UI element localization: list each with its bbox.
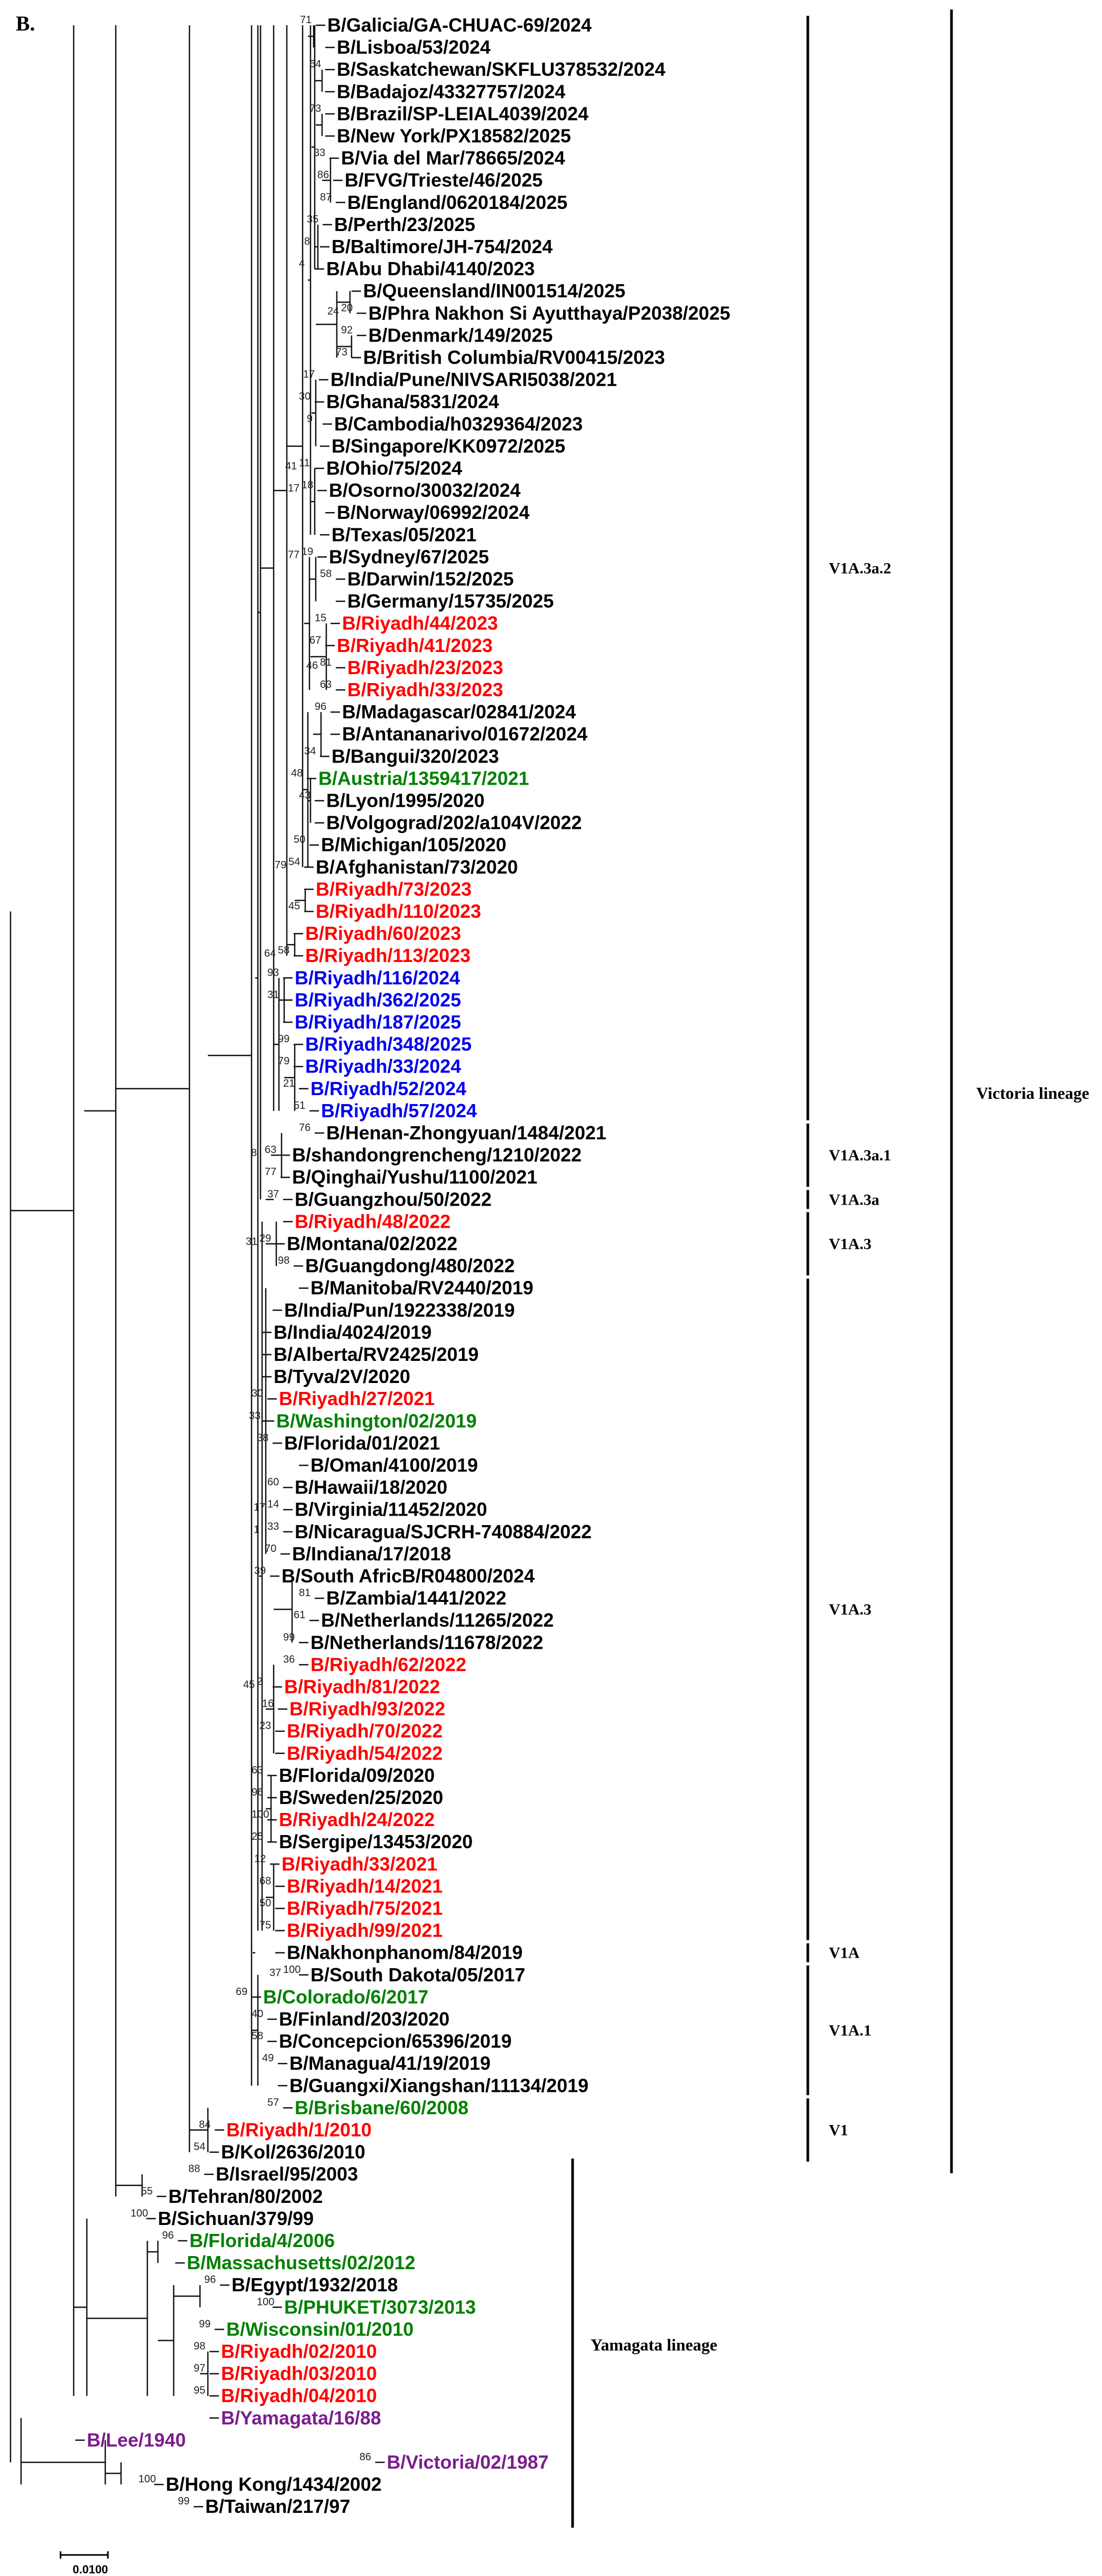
- bootstrap-value: 54: [194, 2141, 206, 2153]
- bootstrap-value: 97: [194, 2362, 206, 2374]
- bootstrap-value: 34: [304, 745, 316, 757]
- bootstrap-value: 30: [299, 390, 311, 403]
- tip-label-b-riyadh-348-2025: B/Riyadh/348/2025: [305, 1033, 472, 1055]
- tip-label-b-riyadh-113-2023: B/Riyadh/113/2023: [305, 945, 471, 967]
- clade-label-v1a-3: V1A.3: [829, 1601, 871, 1619]
- tip-label-b-perth-23-2025: B/Perth/23/2025: [334, 213, 476, 235]
- tip-label-b-phuket-3073-2013: B/PHUKET/3073/2013: [284, 2296, 476, 2318]
- tip-label-b-florida-4-2006: B/Florida/4/2006: [189, 2230, 335, 2251]
- tip-label-b-riyadh-187-2025: B/Riyadh/187/2025: [295, 1011, 462, 1033]
- bootstrap-value: 92: [341, 324, 353, 336]
- bootstrap-value: 96: [162, 2230, 174, 2241]
- bootstrap-value: 45: [288, 900, 300, 912]
- tip-label-b-lyon-1995-2020: B/Lyon/1995/2020: [326, 789, 485, 811]
- tip-label-b-virginia-11452-2020: B/Virginia/11452/2020: [295, 1498, 487, 1520]
- tip-label-b-badajoz-43327757-2024: B/Badajoz/43327757/2024: [337, 81, 566, 103]
- bootstrap-value: 37: [267, 1188, 279, 1200]
- tip-label-b-riyadh-14-2021: B/Riyadh/14/2021: [287, 1875, 443, 1897]
- bootstrap-value: 33: [249, 1410, 261, 1422]
- tip-label-b-singapore-kk0972-2025: B/Singapore/KK0972/2025: [332, 435, 566, 457]
- bootstrap-value: 25: [252, 1831, 264, 1843]
- clade-label-v1a-1: V1A.1: [829, 2022, 871, 2040]
- tip-label-b-nicaragua-sjcrh-740884-2022: B/Nicaragua/SJCRH-740884/2022: [295, 1520, 592, 1542]
- bootstrap-value: 96: [204, 2274, 216, 2286]
- tip-label-b-afghanistan-73-2020: B/Afghanistan/73/2020: [316, 856, 518, 878]
- tip-label-b-galicia-ga-chuac-69-2024: B/Galicia/GA-CHUAC-69/2024: [327, 14, 592, 36]
- tip-label-b-riyadh-02-2010: B/Riyadh/02/2010: [221, 2340, 377, 2362]
- bootstrap-value: 96: [252, 1787, 264, 1798]
- tip-label-b-abu-dhabi-4140-2023: B/Abu Dhabi/4140/2023: [326, 258, 535, 280]
- bootstrap-value: 14: [267, 1498, 279, 1510]
- bootstrap-value: 17: [288, 483, 300, 495]
- tip-label-b-british-columbia-rv00415-2023: B/British Columbia/RV00415/2023: [363, 346, 665, 368]
- bootstrap-value: 99: [199, 2318, 211, 2330]
- tip-label-b-antananarivo-01672-2024: B/Antananarivo/01672/2024: [342, 723, 588, 745]
- lineage-label-victoria-lineage: Victoria lineage: [976, 1083, 1089, 1102]
- bootstrap-value: 41: [285, 460, 297, 472]
- tip-label-b-riyadh-70-2022: B/Riyadh/70/2022: [287, 1720, 443, 1742]
- tip-label-b-riyadh-62-2022: B/Riyadh/62/2022: [310, 1653, 467, 1676]
- tip-label-b-riyadh-75-2021: B/Riyadh/75/2021: [287, 1897, 443, 1919]
- tip-label-b-riyadh-03-2010: B/Riyadh/03/2010: [221, 2362, 377, 2384]
- bootstrap-value: 54: [288, 856, 300, 868]
- tip-label-b-riyadh-41-2023: B/Riyadh/41/2023: [337, 634, 493, 656]
- bootstrap-value: 8: [304, 236, 310, 247]
- tip-label-b-guangdong-480-2022: B/Guangdong/480/2022: [305, 1255, 515, 1277]
- lineage-label-yamagata-lineage: Yamagata lineage: [590, 2335, 717, 2354]
- bootstrap-value: 20: [341, 302, 353, 314]
- bootstrap-value: 58: [252, 2030, 264, 2042]
- tip-label-b-washington-02-2019: B/Washington/02/2019: [276, 1410, 477, 1432]
- bootstrap-value: 73: [336, 346, 348, 358]
- tip-label-b-riyadh-110-2023: B/Riyadh/110/2023: [316, 900, 482, 922]
- tip-label-b-norway-06992-2024: B/Norway/06992/2024: [337, 502, 530, 524]
- bootstrap-value: 15: [315, 612, 327, 624]
- tip-label-b-sydney-67-2025: B/Sydney/67/2025: [329, 546, 489, 568]
- tip-label-b-egypt-1932-2018: B/Egypt/1932/2018: [232, 2274, 398, 2296]
- bootstrap-value: 99: [178, 2495, 190, 2508]
- tip-label-b-israel-95-2003: B/Israel/95/2003: [216, 2163, 358, 2185]
- tip-label-b-sichuan-379-99: B/Sichuan/379/99: [158, 2207, 314, 2229]
- tip-label-b-riyadh-52-2024: B/Riyadh/52/2024: [310, 1077, 467, 1099]
- bootstrap-value: 49: [262, 2052, 274, 2064]
- tip-label-b-taiwan-217-97: B/Taiwan/217/97: [205, 2495, 350, 2518]
- bootstrap-value: 19: [302, 546, 314, 558]
- clade-label-v1a-3a-1: V1A.3a.1: [829, 1147, 891, 1165]
- tip-label-b-montana-02-2022: B/Montana/02/2022: [287, 1232, 458, 1255]
- tip-label-b-zambia-1441-2022: B/Zambia/1441/2022: [326, 1587, 507, 1609]
- bootstrap-value: 51: [294, 1099, 306, 1111]
- bootstrap-value: 79: [275, 859, 287, 871]
- tip-label-b-riyadh-33-2023: B/Riyadh/33/2023: [347, 679, 504, 700]
- bootstrap-value: 57: [267, 2097, 279, 2109]
- tip-label-b-alberta-rv2425-2019: B/Alberta/RV2425/2019: [274, 1344, 479, 1365]
- tip-label-b-baltimore-jh-754-2024: B/Baltimore/JH-754/2024: [332, 236, 553, 257]
- tip-label-b-riyadh-04-2010: B/Riyadh/04/2010: [221, 2384, 377, 2407]
- tip-label-b-florida-09-2020: B/Florida/09/2020: [279, 1764, 435, 1786]
- bootstrap-value: 31: [267, 989, 279, 1001]
- tip-label-b-lisboa-53-2024: B/Lisboa/53/2024: [337, 36, 491, 58]
- bootstrap-value: 93: [267, 967, 279, 979]
- bootstrap-value: 99: [283, 1631, 295, 1643]
- bootstrap-value: 63: [265, 1144, 277, 1156]
- bootstrap-value: 43: [299, 789, 311, 801]
- bootstrap-value: 63: [320, 679, 332, 690]
- bootstrap-value: 69: [236, 1986, 248, 1998]
- bootstrap-value: 29: [259, 1232, 272, 1245]
- scale-bar: [61, 2551, 108, 2576]
- bootstrap-value: 50: [294, 834, 306, 846]
- tip-label-b-india-4024-2019: B/India/4024/2019: [274, 1321, 432, 1343]
- bootstrap-value: 86: [359, 2451, 372, 2463]
- bootstrap-value: 73: [309, 103, 322, 115]
- tip-label-b-riyadh-27-2021: B/Riyadh/27/2021: [279, 1388, 435, 1410]
- bootstrap-value: 64: [264, 948, 276, 960]
- tip-label-b-brisbane-60-2008: B/Brisbane/60/2008: [295, 2097, 469, 2119]
- clade-label-v1a-3a: V1A.3a: [829, 1191, 879, 1209]
- bootstrap-value: 88: [188, 2163, 201, 2175]
- bootstrap-value: 75: [259, 1919, 272, 1931]
- bootstrap-value: 67: [309, 634, 322, 646]
- bootstrap-value: 71: [300, 14, 312, 26]
- bootstrap-value: 58: [278, 945, 290, 957]
- tip-label-b-concepcion-65396-2019: B/Concepcion/65396/2019: [279, 2030, 512, 2052]
- bootstrap-value: 77: [288, 549, 300, 561]
- tip-label-b-riyadh-362-2025: B/Riyadh/362/2025: [295, 989, 462, 1011]
- bootstrap-value: 87: [320, 191, 332, 203]
- tip-label-b-lee-1940: B/Lee/1940: [87, 2429, 186, 2451]
- tip-label-b-sweden-25-2020: B/Sweden/25/2020: [279, 1787, 444, 1808]
- bootstrap-value: 76: [299, 1122, 311, 1134]
- clade-label-v1: V1: [829, 2121, 848, 2139]
- bootstrap-value: 100: [257, 2296, 275, 2308]
- bootstrap-value: 2: [257, 1676, 263, 1688]
- tip-label-b-madagascar-02841-2024: B/Madagascar/02841/2024: [342, 701, 576, 723]
- bootstrap-value: 63: [252, 1764, 264, 1776]
- tip-label-b-india-pune-nivsari5038-2021: B/India/Pune/NIVSARI5038/2021: [330, 368, 617, 390]
- tip-label-b-oman-4100-2019: B/Oman/4100/2019: [310, 1454, 478, 1476]
- tip-label-b-indiana-17-2018: B/Indiana/17/2018: [292, 1542, 452, 1565]
- bootstrap-value: 37: [269, 1967, 282, 1979]
- tip-label-b-hong-kong-1434-2002: B/Hong Kong/1434/2002: [166, 2473, 382, 2495]
- bootstrap-value: 98: [194, 2340, 206, 2352]
- tip-label-b-riyadh-33-2024: B/Riyadh/33/2024: [305, 1055, 462, 1077]
- clade-brackets: [573, 9, 1089, 2528]
- tip-label-b-victoria-02-1987: B/Victoria/02/1987: [387, 2451, 549, 2473]
- tip-label-b-riyadh-44-2023: B/Riyadh/44/2023: [342, 612, 498, 634]
- bootstrap-value: 100: [283, 1963, 301, 1976]
- bootstrap-value: 46: [306, 659, 318, 671]
- bootstrap-value: 35: [307, 213, 319, 225]
- bootstrap-value: 60: [267, 1476, 279, 1488]
- tip-label-b-netherlands-11678-2022: B/Netherlands/11678/2022: [310, 1631, 544, 1653]
- tip-label-b-cambodia-h0329364-2023: B/Cambodia/h0329364/2023: [334, 413, 583, 435]
- bootstrap-value: 24: [327, 305, 339, 317]
- tip-label-b-brazil-sp-leial4039-2024: B/Brazil/SP-LEIAL4039/2024: [337, 103, 589, 125]
- bootstrap-value: 61: [294, 1609, 306, 1621]
- bootstrap-value: 55: [141, 2185, 153, 2197]
- bootstrap-value: 9: [307, 413, 313, 425]
- tip-label-b-riyadh-33-2021: B/Riyadh/33/2021: [282, 1853, 438, 1875]
- bootstrap-value: 21: [283, 1077, 295, 1089]
- tip-label-b-kol-2636-2010: B/Kol/2636/2010: [221, 2141, 366, 2163]
- bootstrap-value: 100: [131, 2207, 148, 2219]
- tip-label-b-colorado-6-2017: B/Colorado/6/2017: [263, 1986, 429, 2008]
- tip-label-b-wisconsin-01-2010: B/Wisconsin/01/2010: [226, 2318, 414, 2340]
- bootstrap-value: 8: [251, 1147, 257, 1159]
- tip-label-b-tyva-2v-2020: B/Tyva/2V/2020: [274, 1366, 410, 1388]
- tip-label-b-queensland-in001514-2025: B/Queensland/IN001514/2025: [363, 280, 626, 302]
- tip-label-b-riyadh-48-2022: B/Riyadh/48/2022: [295, 1210, 451, 1232]
- tip-label-b-austria-1359417-2021: B/Austria/1359417/2021: [318, 767, 529, 789]
- tip-label-b-osorno-30032-2024: B/Osorno/30032/2024: [329, 479, 521, 502]
- bootstrap-value: 79: [278, 1055, 290, 1067]
- tip-label-b-managua-41-19-2019: B/Managua/41/19/2019: [289, 2052, 491, 2074]
- bootstrap-value: 70: [265, 1542, 277, 1555]
- tip-label-b-riyadh-81-2022: B/Riyadh/81/2022: [284, 1676, 440, 1698]
- tip-label-b-saskatchewan-skflu378532-2024: B/Saskatchewan/SKFLU378532/2024: [337, 58, 666, 81]
- tip-label-b-texas-05-2021: B/Texas/05/2021: [332, 524, 477, 546]
- tip-label-b-darwin-152-2025: B/Darwin/152/2025: [347, 568, 514, 590]
- bootstrap-value: 4: [299, 258, 305, 270]
- panel-label: B.: [16, 12, 35, 35]
- bootstrap-value: 30: [252, 1388, 264, 1400]
- bootstrap-value: 17: [303, 368, 315, 380]
- tip-label-b-germany-15735-2025: B/Germany/15735/2025: [347, 590, 554, 612]
- bootstrap-value: 45: [243, 1679, 255, 1691]
- tip-label-b-phra-nakhon-si-ayutthaya-p2038-2025: B/Phra Nakhon Si Ayutthaya/P2038/2025: [368, 302, 730, 324]
- bootstrap-value: 17: [254, 1501, 266, 1513]
- bootstrap-value: 48: [291, 767, 303, 779]
- tip-label-b-riyadh-116-2024: B/Riyadh/116/2024: [295, 967, 460, 989]
- tip-label-b-massachusetts-02-2012: B/Massachusetts/02/2012: [187, 2252, 416, 2274]
- tip-label-b-bangui-320-2023: B/Bangui/320/2023: [332, 745, 499, 767]
- tip-label-b-tehran-80-2002: B/Tehran/80/2002: [168, 2185, 323, 2207]
- tip-label-b-henan-zhongyuan-1484-2021: B/Henan-Zhongyuan/1484/2021: [326, 1122, 607, 1144]
- clade-label-v1a: V1A: [829, 1944, 860, 1962]
- clade-label-v1a-3: V1A.3: [829, 1235, 871, 1253]
- tip-label-b-ghana-5831-2024: B/Ghana/5831/2024: [326, 390, 499, 413]
- bootstrap-value: 86: [317, 169, 329, 181]
- bootstrap-value: 12: [254, 1853, 266, 1865]
- bootstrap-value: 81: [299, 1587, 311, 1599]
- bootstrap-value: 40: [252, 2008, 264, 2020]
- bootstrap-value: 98: [278, 1255, 290, 1267]
- tip-label-b-sergipe-13453-2020: B/Sergipe/13453/2020: [279, 1831, 473, 1853]
- tip-label-b-riyadh-93-2022: B/Riyadh/93/2022: [289, 1698, 446, 1720]
- bootstrap-value: 31: [246, 1236, 258, 1248]
- tip-label-b-netherlands-11265-2022: B/Netherlands/11265/2022: [321, 1609, 554, 1631]
- bootstrap-value: 81: [320, 656, 332, 668]
- bootstrap-value: 84: [199, 2119, 211, 2131]
- tip-label-b-south-africb-r04800-2024: B/South AfricB/R04800/2024: [282, 1565, 535, 1587]
- bootstrap-value: 23: [259, 1720, 272, 1732]
- bootstrap-value: 95: [194, 2384, 206, 2397]
- bootstrap-value: 77: [265, 1166, 277, 1178]
- bootstrap-value: 99: [278, 1033, 290, 1045]
- bootstrap-value: 50: [259, 1897, 272, 1909]
- clade-label-v1a-3a-2: V1A.3a.2: [829, 559, 891, 577]
- tip-label-b-riyadh-1-2010: B/Riyadh/1/2010: [226, 2119, 372, 2141]
- tip-label-b-riyadh-57-2024: B/Riyadh/57/2024: [321, 1099, 477, 1121]
- bootstrap-value: 16: [262, 1698, 274, 1710]
- tip-label-b-shandongrencheng-1210-2022: B/shandongrencheng/1210/2022: [292, 1144, 582, 1166]
- tip-label-b-finland-203-2020: B/Finland/203/2020: [279, 2008, 450, 2030]
- bootstrap-value: 39: [254, 1565, 266, 1577]
- tip-label-b-ohio-75-2024: B/Ohio/75/2024: [326, 457, 463, 479]
- tip-labels: [87, 14, 730, 2517]
- tip-label-b-new-york-px18582-2025: B/New York/PX18582/2025: [337, 125, 571, 147]
- bootstrap-value: 64: [309, 58, 322, 71]
- tip-label-b-nakhonphanom-84-2019: B/Nakhonphanom/84/2019: [287, 1941, 523, 1963]
- tip-label-b-england-0620184-2025: B/England/0620184/2025: [347, 191, 568, 213]
- tip-label-b-riyadh-73-2023: B/Riyadh/73/2023: [316, 878, 472, 900]
- tip-label-b-riyadh-54-2022: B/Riyadh/54/2022: [287, 1742, 443, 1764]
- bootstrap-value: 36: [283, 1653, 295, 1666]
- tip-label-b-riyadh-24-2022: B/Riyadh/24/2022: [279, 1809, 435, 1831]
- tip-label-b-volgograd-202-a104v-2022: B/Volgograd/202/a104V/2022: [326, 811, 582, 834]
- tip-label-b-manitoba-rv2440-2019: B/Manitoba/RV2440/2019: [310, 1277, 534, 1299]
- tip-label-b-denmark-149-2025: B/Denmark/149/2025: [368, 324, 553, 346]
- tip-label-b-riyadh-23-2023: B/Riyadh/23/2023: [347, 656, 504, 678]
- tip-label-b-guangxi-xiangshan-11134-2019: B/Guangxi/Xiangshan/11134/2019: [289, 2074, 589, 2097]
- bootstrap-value: 68: [259, 1875, 272, 1887]
- tip-label-b-hawaii-18-2020: B/Hawaii/18/2020: [295, 1476, 448, 1498]
- bootstrap-value: 100: [252, 1809, 269, 1821]
- bootstrap-value: 1: [254, 1523, 260, 1536]
- scale-bar-label: 0.0100: [73, 2563, 108, 2576]
- tip-label-b-via-del-mar-78665-2024: B/Via del Mar/78665/2024: [341, 147, 565, 169]
- tip-label-b-qinghai-yushu-1100-2021: B/Qinghai/Yushu/1100/2021: [292, 1166, 538, 1188]
- tip-label-b-riyadh-60-2023: B/Riyadh/60/2023: [305, 923, 462, 945]
- tip-label-b-south-dakota-05-2017: B/South Dakota/05/2017: [310, 1963, 526, 1986]
- tip-label-b-fvg-trieste-46-2025: B/FVG/Trieste/46/2025: [345, 169, 543, 191]
- bootstrap-value: 18: [302, 479, 314, 492]
- bootstrap-value: 96: [315, 701, 327, 713]
- bootstrap-value: 58: [320, 568, 332, 580]
- bootstrap-value: 100: [138, 2473, 156, 2485]
- bootstrap-value: 33: [314, 147, 326, 159]
- tip-label-b-guangzhou-50-2022: B/Guangzhou/50/2022: [295, 1188, 492, 1210]
- bootstrap-value: 11: [299, 457, 310, 469]
- bootstrap-value: 38: [257, 1432, 269, 1444]
- tip-label-b-yamagata-16-88: B/Yamagata/16/88: [221, 2407, 382, 2429]
- bootstrap-value: 33: [267, 1520, 279, 1532]
- tip-label-b-michigan-105-2020: B/Michigan/105/2020: [321, 834, 507, 856]
- tip-label-b-florida-01-2021: B/Florida/01/2021: [284, 1432, 440, 1454]
- tip-label-b-riyadh-99-2021: B/Riyadh/99/2021: [287, 1919, 443, 1941]
- tip-label-b-india-pun-1922338-2019: B/India/Pun/1922338/2019: [284, 1299, 515, 1321]
